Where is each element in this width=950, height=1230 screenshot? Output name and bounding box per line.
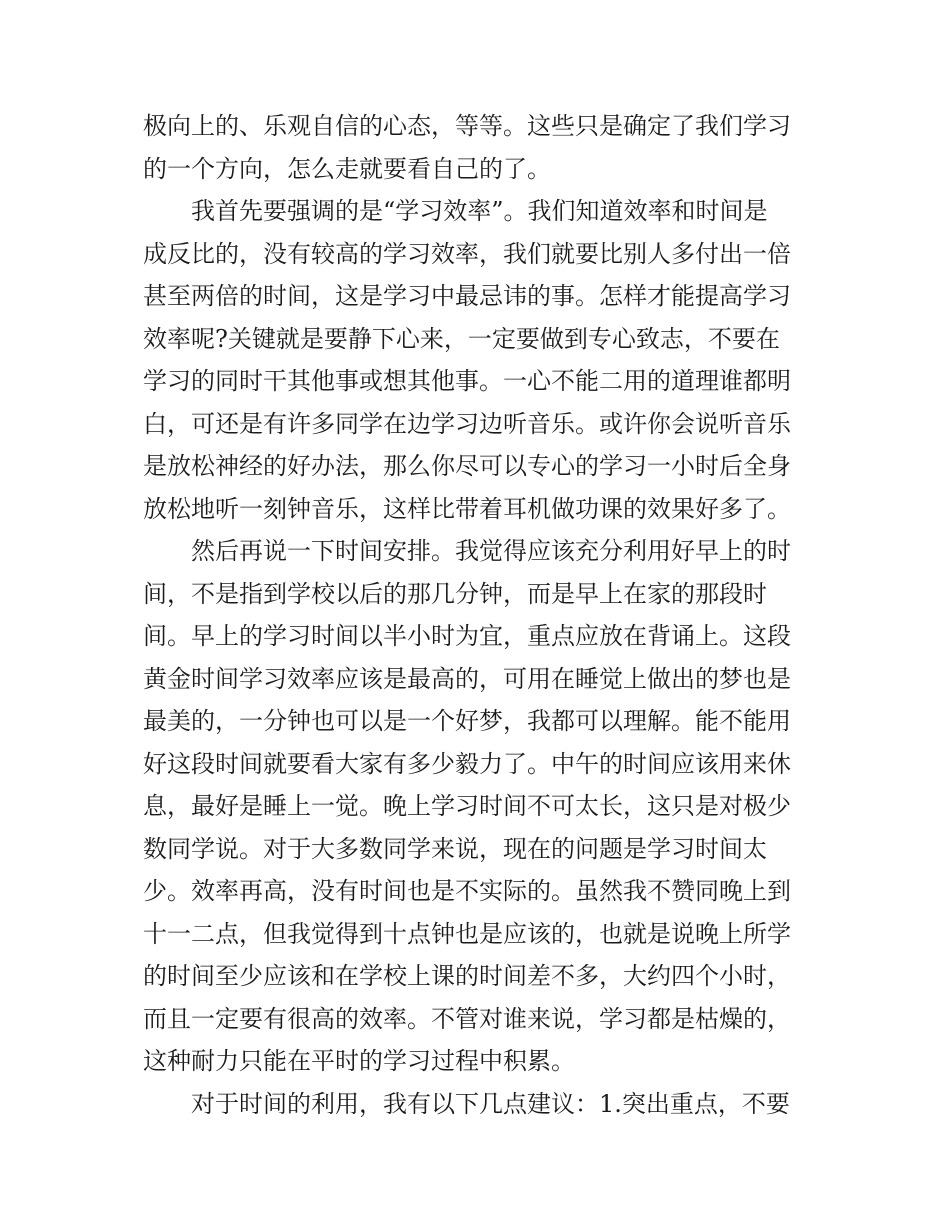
text-line: 白，可还是有许多同学在边学习边听音乐。或许你会说听音乐	[143, 409, 791, 438]
text-line: 十一二点，但我觉得到十点钟也是应该的，也就是说晚上所学	[143, 919, 791, 948]
text-line: 是放松神经的好办法，那么你尽可以专心的学习一小时后全身	[143, 452, 791, 480]
text-line: 成反比的，没有较高的学习效率，我们就要比别人多付出一倍	[143, 239, 791, 268]
paragraph-first-line: 然后再说一下时间安排。我觉得应该充分利用好早上的时	[191, 537, 791, 565]
text-line: 的一个方向，怎么走就要看自己的了。	[143, 154, 551, 183]
text-line: 甚至两倍的时间，这是学习中最忌讳的事。怎样才能提高学习	[143, 282, 791, 310]
paragraph-first-line: 我首先要强调的是“学习效率”。我们知道效率和时间是	[191, 197, 768, 225]
text-body	[143, 105, 823, 1125]
text-line: 而且一定要有很高的效率。不管对谁来说，学习都是枯燥的，	[143, 1004, 791, 1033]
text-line: 这种耐力只能在平时的学习过程中积累。	[143, 1047, 575, 1075]
text-line: 数同学说。对于大多数同学来说，现在的问题是学习时间太	[143, 834, 767, 863]
text-line: 极向上的、乐观自信的心态，等等。这些只是确定了我们学习	[143, 112, 791, 140]
text-line: 息，最好是睡上一觉。晚上学习时间不可太长，这只是对极少	[143, 792, 791, 820]
text-line: 黄金时间学习效率应该是最高的，可用在睡觉上做出的梦也是	[143, 664, 791, 693]
paragraph-first-line: 对于时间的利用，我有以下几点建议：1.突出重点，不要	[191, 1089, 790, 1118]
text-line: 放松地听一刻钟音乐，这样比带着耳机做功课的效果好多了。	[143, 494, 791, 523]
text-line: 效率呢?关键就是要静下心来，一定要做到专心致志，不要在	[143, 324, 780, 353]
text-line: 间。早上的学习时间以半小时为宜，重点应放在背诵上。这段	[143, 622, 791, 650]
text-line: 好这段时间就要看大家有多少毅力了。中午的时间应该用来休	[143, 749, 791, 778]
text-line: 学习的同时干其他事或想其他事。一心不能二用的道理谁都明	[143, 367, 791, 395]
text-line: 最美的，一分钟也可以是一个好梦，我都可以理解。能不能用	[143, 707, 791, 735]
text-line: 的时间至少应该和在学校上课的时间差不多，大约四个小时，	[143, 962, 791, 990]
text-line: 间，不是指到学校以后的那几分钟，而是早上在家的那段时	[143, 579, 767, 608]
text-line: 少。效率再高，没有时间也是不实际的。虽然我不赞同晚上到	[143, 877, 791, 905]
